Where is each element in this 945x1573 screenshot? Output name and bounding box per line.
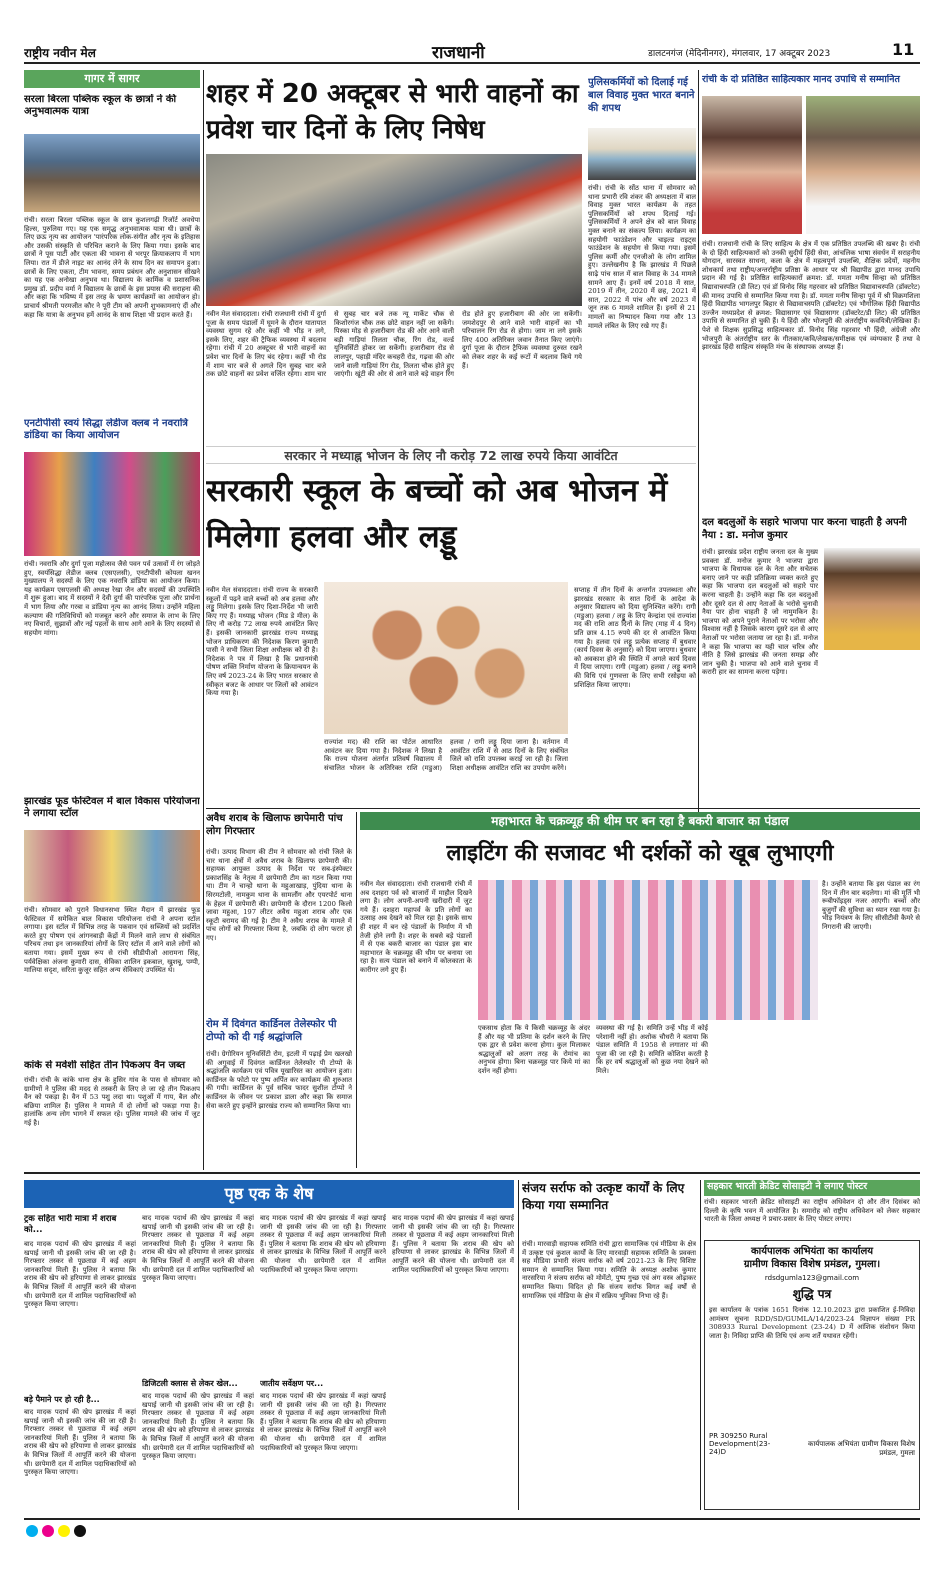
sidebar-item2-body: रांची। नवरात्रि और दुर्गा पूजा महोत्सव जैसे पवन पर्व उत्सवों में रंग जोड़ते हुए, स्वयंसिद्धा लेडीज क्लब (एसएलसी), एनटीपीसी कोयला खनन मुख्यालय ने सदस्यों के लिए एक नवरात्रि डांडिया का आयोजन किया। यह कार्यक्रम एसएलसी की अध्यक्ष रेखा जैन और सदस्यों की उपस्थिति में शुरू हुआ। बाद में सदस्यों ने देवी दुर्गा की पारंपरिक पूजा और प्रार्थना में भाग लिया और गरबा व डांडिया नृत्य का आनंद लिया। उन्होंने महिला कल्याण की गतिविधियों को मजबूत करने और समाज के लाभ के लिए नए विचारों, सुझावों और नई पहलों के साथ आगे आने के लिए सदस्यों से सहयोग मांगा।: [24, 560, 200, 637]
tender-notice: [704, 1240, 920, 1510]
mahabharat-body-left: नवीन मेल संवाददाता। रांची राजधानी रांची में अब दशहरा पर्व को बाजारों में माहौल दिखने लगा है। लोग अपनी-अपनी खरीदारी में जुट गये हैं। दशहरा महापर्व के प्रति लोगों का उत्साह अब देखने को मिल रहा है। इसके साथ ही शहर में बन रहे पंडालों के निर्माण में भी तेजी होने लगी है। शहर के सबसे बड़े पंडालों में से एक बकरी बाजार का पंडाल इस बार महाभारत के चक्रव्यूह की थीम पर बनाया जा रहा है। सत्य पंडाल को बनाने में कोलकाता के कारीगर लगे हुए हैं।: [360, 880, 472, 974]
lead-body: नवीन मेल संवाददाता। रांची राजधानी रांची में दुर्गा पूजा के समय पंडालों में घूमने के दौरान यातायात व्यवस्था सुगम रहे और कहीं भी भीड़ न लगे, इसके लिए, शहर की ट्रैफिक व्यवस्था में बदलाव रहेगा। रांची में 20 अक्टूबर से भारी वाहनों का प्रवेश चार दिनों के लिए बंद रहेगा। कहीं भी रोड में शाम चार बजे से अगले दिन सुबह चार बजे तक छोटे वाहनों का प्रवेश वर्जित रहेगा। शाम चार से सुबह चार बजे तक न्यू मार्केट चौक से किशोरगंज चौक तक छोटे वाहन नहीं जा सकेंगे। पिस्का मोड़ से हजारीबाग रोड की ओर आने वाली बड़ी गाड़ियां तिलता चौक, रिंग रोड, वर्ल्ड यूनिवर्सिटी होकर जा सकेंगी। हजारीबाग रोड से लालपुर, पहाड़ी मंदिर कचहरी रोड, गढ़वा की ओर जाने वाली गाड़ियां रिंग रोड, तिलता चौक होते हुए जाएंगी। खूंटी की ओर से आने वाले बड़े वाहन रिंग रोड होते हुए हजारीबाग की ओर जा सकेंगी। जमशेदपुर से आने वाले भारी वाहनों का भी परिचालन रिंग रोड से होगा। जाम ना लगे इसके लिए 400 अतिरिक्त जवान तैनात किए जाएंगे। दुर्गा पूजा के दौरान ट्रैफिक व्यवस्था दुरुस्त रखने को लेकर शहर के कई रूटों में बदलाव किये गये हैं।: [206, 310, 582, 379]
truck-headline: ट्रक सहित भारी मात्रा में शराब को...: [24, 1214, 117, 1235]
cardinal-body: रांची। ग्रेगोरियन यूनिवर्सिटी रोम, इटली में पढ़ाई प्रेम खलखो की अगुवाई में दिवंगत कार्डिनल तेलेस्फोर पी टोप्पो के श्रद्धांजलि कार्यक्रम एवं पवित्र यूखारिस्त का आयोजन हुआ। कार्डिनल के फोटो पर पुष्प अर्पित कर कार्यक्रम की शुरुआत की गयी। कार्डिनल के पूर्व सचिव फादर सुशील टोप्पो ने कार्डिनल के जीवन पर प्रकाश डाला और कहा कि समाज सेवा करते हुए इन्होंने झारखंड राज्य को सम्मानित किया था।: [206, 1050, 352, 1110]
sahkar-body: रांची। सहकार भारती क्रेडिट सोसाइटी का राष्ट्रीय अधिवेशन दो और तीन दिसंबर को दिल्ली के कृषि भवन में आयोजित है। समारोह को राष्ट्रीय अधिवेशन को लेकर सहकार भारती के जिला अध्यक्ष ने प्रचार-प्रसार के लिए पोस्टर लगाए।: [704, 1198, 920, 1224]
liquor-divider: [356, 812, 357, 1168]
mahabharat-kicker: महाभारत के चक्रव्यूह की थीम पर बन रहा है बकरी बाजार का पंडाल: [360, 812, 920, 830]
dateline: डालटनगंज (मेदिनीनगर), मंगलवार, 17 अक्टूबर 2023: [648, 49, 831, 59]
bjp-headline: दल बदलुओं के सहारे भाजपा पार करना चाहती है अपनी नैया : डा. मनोज कुमार: [702, 517, 907, 541]
lead-headline: शहर में 20 अक्टूबर से भारी वाहनों का प्रवेश चार दिनों के लिए निषेध: [206, 79, 579, 145]
students-trip-photo: [24, 134, 200, 212]
notice-office-subtitle: ग्रामीण विकास विशेष प्रमंडल, गुमला।: [743, 1259, 881, 1270]
laddoo-photo: [324, 582, 568, 734]
food-festival-photo: [24, 830, 200, 902]
manoj-kumar-photo: [824, 548, 920, 650]
remaining-body-col1: बाद मादक पदार्थ की खेप झारखंड में कहां खपाई जानी थी इसकी जांच की जा रही है। गिरफ्तार तस्कर से पूछताछ में कई अहम जानकारियां मिली हैं। पुलिस ने बताया कि शराब की खेप को हरियाणा से लाकर झारखंड के विभिन्न जिलों में आपूर्ति करने की योजना थी। छापेमारी दल में शामिल पदाधिकारियों को पुरस्कृत किया जाएगा।: [24, 1240, 136, 1309]
remaining-subhead-1: बड़े पैमाने पर हो रही है...: [24, 1395, 100, 1404]
sanjay-body: रांची। मारवाड़ी सहायक समिति रांची द्वारा सामाजिक एवं मीडिया के क्षेत्र में उत्कृष्ट एवं कुशल कार्यों के लिए मारवाड़ी सहायक समिति के प्रवक्ता सह मीडिया प्रभारी संजय सर्राफ को वर्ष 2021-23 के लिए विशिष्ट सम्मान से सम्मानित किया गया। समिति के अध्यक्ष अशोक कुमार नारसरिया ने संजय सर्राफ को मोमेंटो, पुष्प गुच्छ एवं अंग वस्त्र ओढ़ाकर सम्मानित किया। विदित हो कि संजय सर्राफ विगत कई वर्षों से सामाजिक एवं मीडिया के क्षेत्र में सक्रिय भूमिका निभा रहे हैं।: [522, 1240, 696, 1300]
remaining-body-col3b: बाद मादक पदार्थ की खेप झारखंड में कहां खपाई जानी थी इसकी जांच की जा रही है। गिरफ्तार तस्कर से पूछताछ में कई अहम जानकारियां मिली हैं। पुलिस ने बताया कि शराब की खेप को हरियाणा से लाकर झारखंड के विभिन्न जिलों में आपूर्ति करने की योजना थी। छापेमारी दल में शामिल पदाधिकारियों को पुरस्कृत किया जाएगा।: [260, 1392, 386, 1452]
notice-email: rdsdgumla123@gmail.com: [764, 1274, 860, 1282]
pandal-photo: [478, 880, 818, 1020]
bottom-section-rule: [24, 1172, 920, 1174]
police-oath-photo: [588, 128, 696, 180]
sidebar-item4-body: रांची। रांची के कांके थाना क्षेत्र के हुसिर गांव के पास से सोमवार को ग्रामीणों ने पुलिस की मदद से तस्करी के लिए ले जा रहे तीन पिकअप वैन को पकड़ा है। वैन में 53 पशु लदा था। पशुओं में गाय, बैल और बछिया शामिल हैं। पुलिस ने मामले में दो लोगों को पकड़ा गया है। हालांकि अन्य लोग भागने में सफल रहे। पुलिस मामले की जांच में जुट गई है।: [24, 1076, 200, 1127]
remaining-body-col2: बाद मादक पदार्थ की खेप झारखंड में कहां खपाई जानी थी इसकी जांच की जा रही है। गिरफ्तार तस्कर से पूछताछ में कई अहम जानकारियां मिली हैं। पुलिस ने बताया कि शराब की खेप को हरियाणा से लाकर झारखंड के विभिन्न जिलों में आपूर्ति करने की योजना थी। छापेमारी दल में शामिल पदाधिकारियों को पुरस्कृत किया जाएगा।: [142, 1214, 254, 1283]
mahabharat-body-mid: एकसाथ होता कि ये किसी चक्रव्यूह के अंदर हैं और यह भी प्रतिमा के दर्शन करने के लिए एक द्वार से प्रवेश करना होगा। कुल मिलाकर श्रद्धालुओं को अलग तरह के रोमांच का अनुभव होगा। बिना चक्रव्यूह पार किये मां का दर्शन नहीं होगा।: [478, 1024, 590, 1075]
remaining-body-col2b: बाद मादक पदार्थ की खेप झारखंड में कहां खपाई जानी थी इसकी जांच की जा रही है। गिरफ्तार तस्कर से पूछताछ में कई अहम जानकारियां मिली हैं। पुलिस ने बताया कि शराब की खेप को हरियाणा से लाकर झारखंड के विभिन्न जिलों में आपूर्ति करने की योजना थी। छापेमारी दल में शामिल पदाधिकारियों को पुरस्कृत किया जाएगा।: [142, 1392, 254, 1461]
masthead: [24, 38, 920, 64]
remaining-banner: पृष्ठ एक के शेष: [24, 1180, 514, 1208]
police-headline: पुलिसकर्मियों को दिलाई गई बाल विवाह मुक्त भारत बनाने की शपथ: [588, 77, 695, 114]
sidebar-divider: [203, 70, 204, 1170]
sidebar-item1-body: रांची। सरला बिरला पब्लिक स्कूल के छात्र कुशलगढ़ी रिजॉर्ट अवधेपा हिल्स, पुरुलिया गए। यह एक समृद्ध अनुभवात्मक यात्रा थी। छात्रों के लिए छऊ नृत्य का आयोजन 'पारंपरिक लोक-संगीत और नृत्य के इतिहास और उसकी संस्कृति से परिचित कराने के लिए किया गया। इसके बाद छात्रों ने पूस पार्टी और एकता की भावना से भरपूर क्रियाकलाप में भाग लिया। रात में डीजे नाइट का आनंद लेने के साथ दिन का समापन हुआ। छात्रों के लिए एकता, टीम भावना, समय प्रबंधन और अनुशासन सीखने का यह एक अनोखा अनुभव था। विद्यालय के कार्मिक व प्रशासनिक प्रमुख डॉ. प्रदीप वर्मा ने विद्यालय के छात्रों के इस प्रयास की सराहना की और कहा कि भविष्य में इस तरह के भ्रमण कार्यक्रमों का आयोजन हो। प्राचार्य श्रीमती परमजीत कौर ने पूरी टीम को अपनी शुभकामनाएं दीं और कहा कि यात्रा के अनुभव हमें आनंद के साथ शिक्षा भी प्रदान करते हैं।: [24, 216, 200, 319]
writer-mamta-photo: [702, 96, 802, 234]
footer-rule: [24, 1518, 920, 1520]
notice-subject: शुद्धि पत्र: [792, 1287, 832, 1301]
meal-body-right: सप्ताह में तीन दिनों के अन्तर्गत उपलब्धता और झारखंड सरकार के सात दिनों के आदेश के अनुसार विद्यालय को दिया सुनिश्चित करेंगे। रागी (मडुआ) हलवा / लड्डू के लिए केन्द्रांश एवं राज्यांश मद की राशि आठ दिनों के लिए (माह में 4 दिन) प्रति छात्र 4.15 रुपये की दर से आवंटित किया गया है। हलवा एवं लड्डू प्रत्येक सप्ताह में बुधवार (कार्य दिवस के अनुसार) को दिया जाएगा। बुधवार को अवकाश होने की स्थिति में अगले कार्य दिवस में दिया जाएगा। रागी (मडुआ) हलवा / लड्डू बनाने की विधि एवं गुणवत्ता के लिए सभी रसोइया को प्रशिक्षित किया जाएगा।: [574, 586, 696, 689]
sahkar-headline: सहकार भारती क्रेडिट सोसाइटी ने लगाए पोस्टर: [704, 1180, 920, 1196]
bjp-body-top: रांची। झारखंड प्रदेश राष्ट्रीय जनता दल के मुख्य प्रवक्ता डॉ. मनोज कुमार ने भाजपा द्वारा भाजपा के विधायक दल के नेता और सचेतक बनाए जाने पर कड़ी प्रतिक्रिया व्यक्त करते हुए कहा कि भाजपा दल बदलुओं को सहारे पार करना चाहती है। उन्होंने कहा कि दल बदलुओं और दूसरे दल से आए नेताओं के भरोसे चुनावी नैया पार होना चाहती है जो नामुमकिन है। भाजपा को अपने पुराने नेताओं पर भरोसा और विश्वास नहीं है जिसके कारण दूसरे दल से आए नेताओं पर भरोसा जताया जा रहा है। डॉ. मनोज ने कहा कि भाजपा का यही चाल चरित्र और नीति है जिसे झारखंड की जनता समझ और जान चुकी है। भाजपा को आने वाले चुनाव में करारी हार का सामना करना पड़ेगा।: [702, 548, 818, 677]
meal-bottom-rule: [206, 808, 920, 809]
remaining-subhead-2: डिजिटली क्लास से लेकर खेल...: [142, 1379, 238, 1388]
remaining-divider: [518, 1180, 519, 1510]
meal-body-left: नवीन मेल संवाददाता। रांची राज्य के सरकारी स्कूलों में पढ़ने वाले बच्चों को अब हलवा और लड्डू मिलेगा। इसके लिए दिशा-निर्देश भी जारी किए गए हैं। मध्याह्न भोजन (मिड डे मील) के लिए नौ करोड़ 72 लाख रुपये आवंटित किए हैं। इसकी जानकारी झारखंड राज्य मध्याह्न भोजन प्राधिकरण की निदेशक किरण कुमारी पासी ने सभी जिला शिक्षा अधीक्षक को दी है। निदेशक ने पत्र में लिखा है कि प्रधानमंत्री पोषण शक्ति निर्माण योजना के क्रियान्वयन के लिए वर्ष 2023-24 के लिए भारत सरकार से स्वीकृत बजट के आधार पर जिलों को आवंटन किया गया है।: [206, 586, 318, 698]
liquor-body: रांची। उत्पाद विभाग की टीम ने सोमवार को रांची जिले के चार थाना क्षेत्रों में अवैध शराब के खिलाफ छापेमारी की। सहायक आयुक्त उत्पाद के निर्देश पर सब-इंस्पेक्टर प्रकाशसिंह के नेतृत्व में छापेमारी टीम का गठन किया गया था। टीम ने चान्हो थाना के महुआखाड़, पुंदिया थाना के सिरमटोली, नामकुम थाना के सामलौंग और एयरपोर्ट थाना के हेहल में छापेमारी की। छापेमारी के दौरान 1200 किलो जावा महुआ, 197 लीटर अवैध महुआ शराब और एक स्कूटी बरामद की गई है। टीम ने अवैध शराब के मामले में पांच लोगों को गिरफ्तार किया है, जबकि दो लोग फरार हो गए।: [206, 848, 352, 942]
remaining-body-col4: बाद मादक पदार्थ की खेप झारखंड में कहां खपाई जानी थी इसकी जांच की जा रही है। गिरफ्तार तस्कर से पूछताछ में कई अहम जानकारियां मिली हैं। पुलिस ने बताया कि शराब की खेप को हरियाणा से लाकर झारखंड के विभिन्न जिलों में आपूर्ति करने की योजना थी। छापेमारी दल में शामिल पदाधिकारियों को पुरस्कृत किया जाएगा।: [392, 1214, 514, 1274]
sidebar-item1-headline: सरला बिरला पब्लिक स्कूल के छात्रों ने की अनुभवात्मक यात्रा: [24, 94, 177, 117]
sidebar-kicker: गागर में सागर: [24, 70, 200, 88]
cardinal-headline: रोम में दिवंगत कार्डिनल तेलेस्फोर पी टोप्पो को दी गई श्रद्धांजलि: [206, 1019, 337, 1043]
remaining-body-col3: बाद मादक पदार्थ की खेप झारखंड में कहां खपाई जानी थी इसकी जांच की जा रही है। गिरफ्तार तस्कर से पूछताछ में कई अहम जानकारियां मिली हैं। पुलिस ने बताया कि शराब की खेप को हरियाणा से लाकर झारखंड के विभिन्न जिलों में आपूर्ति करने की योजना थी। छापेमारी दल में शामिल पदाधिकारियों को पुरस्कृत किया जाएगा।: [260, 1214, 386, 1274]
sanjay-divider: [700, 1180, 701, 1510]
newspaper-logo: राष्ट्रीय नवीन मेल: [24, 46, 96, 60]
notice-office-title: कार्यपालक अभियंता का कार्यालय: [750, 1246, 874, 1257]
sidebar-item2-headline: एनटीपीसी स्वयं सिद्धा लेडीज क्लब ने नवरात्रि डांडिया का किया आयोजन: [24, 418, 188, 441]
police-body: रांची। रांची के सोंठ थाना में सोमवार को थाना प्रभारी रवि शंकर की अध्यक्षता में बाल विवाह मुक्त भारत कार्यक्रम के तहत पुलिसकर्मियों को शपथ दिलाई गई। पुलिसकर्मियों ने अपने क्षेत्र को बाल विवाह मुक्त बनाने का संकल्प लिया। कार्यक्रम का सहयोगी फाउंडेशन और चाइल्ड राइट्स फाउंडेशन के सहयोग से किया गया। इसमें पुलिस कर्मी और एनजीओ के लोग शामिल हुए। उल्लेखनीय है कि झारखंड में पिछले साढ़े पांच साल में बाल विवाह के 34 मामले सामने आए हैं। इनमें वर्ष 2018 में सात, 2019 में तीन, 2020 में छह, 2021 में सात, 2022 में पांच और वर्ष 2023 में जून तक 6 मामले शामिल हैं। इनमें से 21 मामलों का निष्पादन किया गया और 13 मामले लंबित के लिए रखे गए हैं।: [588, 184, 696, 330]
liquor-headline: अवैध शराब के खिलाफ छापेमारी पांच लोग गिरफ्तार: [206, 813, 343, 837]
meal-body-mid: राज्यांश मद) की राशि का पोर्टल आधारित आवंटन कर दिया गया है। निदेशक ने लिखा है कि राज्य योजना अंतर्गत प्रतिवर्ष विद्यालय में संचालित भोजन के अतिरिक्त राशि (मडुआ) हलवा / रागी लड्डू दिया जाना है। वर्तमान में आवंटित राशि में से आठ दिनों के लिए संबंधित जिले को राशि उपलब्ध कराई जा रही है। जिला शिक्षा अधीक्षक आवंटित राशि का उपयोग करेंगे।: [324, 738, 568, 772]
meal-headline: सरकारी स्कूल के बच्चों को अब भोजन में मिलेगा हलवा और लड्डू: [206, 473, 668, 555]
notice-pr-number: PR 309250 Rural Development(23-24)D: [709, 1432, 771, 1456]
remaining-body-col1b: बाद मादक पदार्थ की खेप झारखंड में कहां खपाई जानी थी इसकी जांच की जा रही है। गिरफ्तार तस्कर से पूछताछ में कई अहम जानकारियां मिली हैं। पुलिस ने बताया कि शराब की खेप को हरियाणा से लाकर झारखंड के विभिन्न जिलों में आपूर्ति करने की योजना थी। छापेमारी दल में शामिल पदाधिकारियों को पुरस्कृत किया जाएगा।: [24, 1408, 136, 1477]
meal-kicker: सरकार ने मध्याह्न भोजन के लिए नौ करोड़ 72 लाख रुपये किया आवंटित: [206, 446, 696, 464]
mahabharat-headline: लाइटिंग की सजावट भी दर्शकों को खूब लुभाएगी: [446, 841, 834, 866]
notice-body: इस कार्यालय के पत्रांक 1651 दिनांक 12.10.2023 द्वारा प्रकाशित ई-निविदा आमंत्रण सूचना RDD/SD/GUMLA/14/2023-24 विज्ञापन संख्या PR 308933 Rural Development (23-24) D में आंशिक संशोधन किया जाता है। निविदा प्राप्ति की तिथि एवं अन्य शर्तें यथावत रहेंगी।: [709, 1306, 915, 1340]
page-number: 11: [892, 40, 915, 59]
writer-vinod-photo: [806, 96, 920, 234]
traffic-jam-photo: [206, 154, 582, 306]
center-divider: [698, 70, 699, 815]
sidebar-item4-headline: कांके से मवेशी सहित तीन पिकअप वैन जब्त: [24, 1060, 186, 1071]
mahabharat-body-mid2: व्यवस्था की गई है। समिति उन्हें भीड़ में कोई परेशानी नहीं हो। अशोक चौधरी ने बताया कि पंडाल समिति में 1958 से लगातार मां की पूजा की जा रही है। समिति कोशिश करती है कि हर वर्ष श्रद्धालुओं को कुछ नया देखने को मिले।: [596, 1024, 708, 1075]
notice-signature: कार्यपालक अभियंता ग्रामीण विकास विशेष प्रमंडल, गुमला: [808, 1440, 915, 1457]
remaining-subhead-3: जातीय सर्वेक्षण पर...: [260, 1379, 324, 1388]
section-title: राजधानी: [432, 43, 485, 63]
writers-headline: रांची के दो प्रतिष्ठित साहित्यकार मानद उपाधि से सम्मानित: [702, 74, 900, 85]
sidebar-item3-body: रांची। सोमवार को पुराने विधानसभा स्थित मैदान में झारखंड फूड फेस्टिवल में समेकित बाल विकास परियोजना रांची ने अपना स्टॉल लगाया। इस स्टॉल में विभिन्न तरह के पकवान एवं सब्जियों को प्रदर्शित करते हुए पोषण एवं आंगनबाड़ी केंद्रों में मिलने वाले लाभ से संबंधित परिचय तथा इन जानकारियां लोगों के लिए स्टॉल में आने वाले लोगों को बताया गया। इसमें मुख्य रूप से रांची सीडीपीओ आरामना सिंह, पर्यवेक्षिका अंजना कुमारी दास, सेविका शालिन इकबाल, खुशबू, पम्पी, मालिया सदृश, सरिता कुजूर सहित अन्य सेविकाएं उपस्थित थे।: [24, 906, 200, 975]
dandiya-photo: [24, 452, 200, 556]
mahabharat-body-right: है। उन्होंने बताया कि इस पंडाल का रंग दिन में तीन बार बदलेगा। मां की मूर्ति भी रूबीफॉइड्स नजर आएगी। बच्चों और बुजुर्गों की सुविधा का ध्यान रखा गया है। भीड़ नियंत्रण के लिए सीसीटीवी कैमरे से निगरानी की जाएगी।: [822, 880, 920, 931]
sanjay-headline: संजय सर्राफ को उत्कृष्ट कार्यों के लिए किया गया सम्मानित: [522, 1181, 685, 1212]
footer-color-registration-bar: [24, 1523, 920, 1537]
writers-body: रांची। राजधानी रांची के लिए साहित्य के क्षेत्र में एक प्रतिष्ठित उपलब्धि की खबर है। रांची के दो हिंदी साहित्यकारों को उनकी सुदीर्घ हिंदी सेवा, आंचलिक भाषा संवर्धन में सराहनीय योगदान, सारस्वत साधना, कला के क्षेत्र में महत्वपूर्ण उपलब्धि, शैक्षिक प्रदेयों, महनीय शोधकार्य तथा राष्ट्रीय/अन्तर्राष्ट्रीय प्रतिष्ठा के आधार पर श्री विद्यापीठ द्वारा मानद उपाधि प्रदान की गई है। प्रतिष्ठित साहित्यकारों क्रमश: डॉ. ममता मनीष सिन्हा को प्रतिष्ठित विद्यावाचस्पति (डी लिट) एवं डॉ विनोद सिंह गहरवार को प्रतिष्ठित विद्यावाचस्पति (डॉक्टरेट) की मानद उपाधि से सम्मानित किया गया है। डॉ. ममता मनीष सिन्हा पूर्व में श्री विक्रमशिला हिंदी विद्यापीठ भागलपुर बिहार से विद्यावाचस्पति (डॉक्टरेट) एवं भौगोलिक हिंदी विद्यापीठ उज्जैन मध्यप्रदेश से क्रमश: विद्यासागर एवं विद्यासागर (डॉक्टरेट/डी लिट) की प्रतिष्ठित उपाधि से सम्मानित हो चुकी हैं। ये हिंदी और भोजपुरी की अंतर्राष्ट्रीय कवयित्री/लेखिका हैं। पेशे से शिक्षक सुप्रसिद्ध साहित्यकार डॉ. विनोद सिंह गहरवार भी हिंदी, अंग्रेजी और भोजपुरी के अंतर्राष्ट्रीय स्तर के गीतकार/कवि/लेखक/समीक्षक एवं व्यंग्यकार हैं तथा वे झारखंड हिंदी साहित्य संस्कृति मंच के संस्थापक अध्यक्ष हैं।: [702, 240, 920, 352]
sidebar-item3-headline: झारखंड फूड फेस्टिवल में बाल विकास परियोजना ने लगाया स्टॉल: [24, 796, 200, 819]
